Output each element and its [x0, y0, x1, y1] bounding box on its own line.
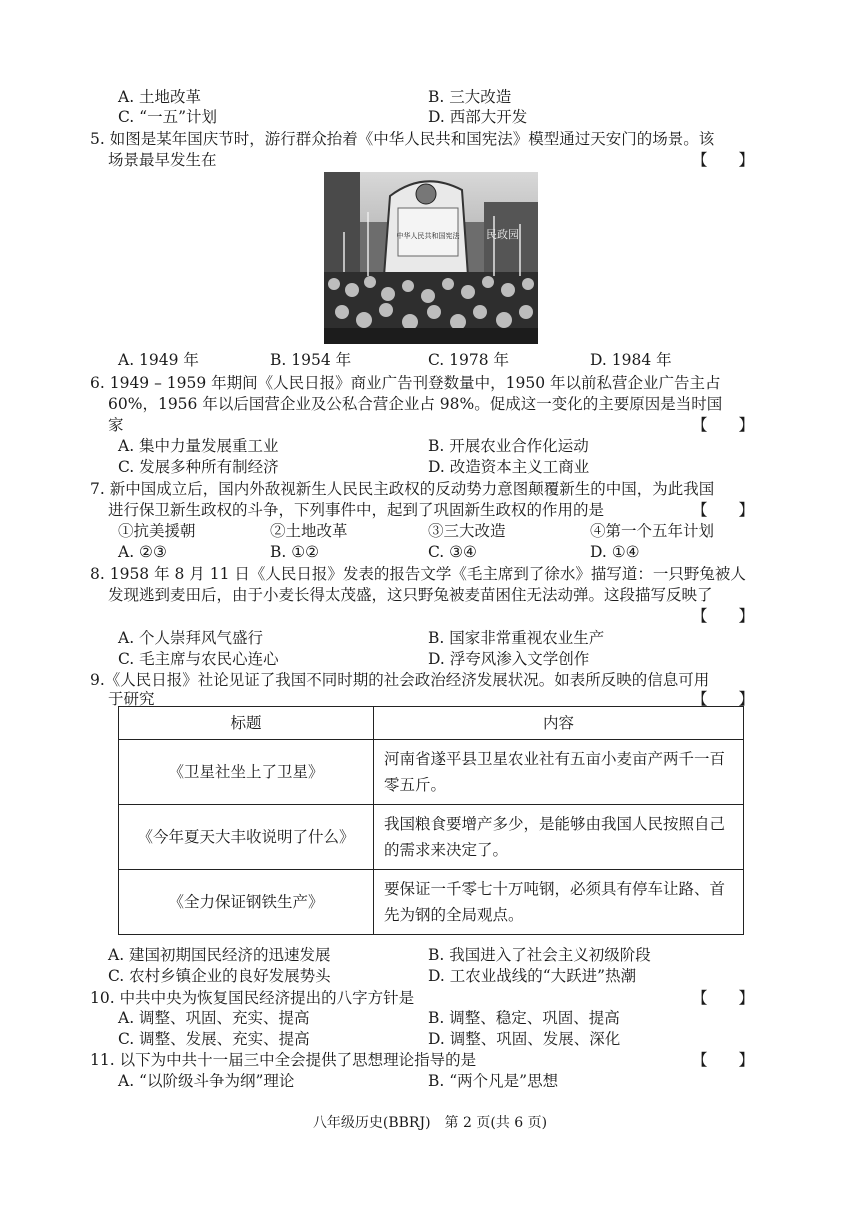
q4-option-c: C. “一五”计划 [118, 108, 218, 126]
q9-table [118, 706, 744, 935]
q7-item-1: ①抗美援朝 [118, 522, 196, 540]
q7-answer-bracket[interactable]: 【 】 [691, 501, 754, 519]
q7-item-3: ③三大改造 [428, 522, 506, 540]
q5-stem-row [90, 149, 754, 171]
q9-row3-content: 要保证一千零七十万吨钢，必须具有停车让路、首先为钢的全局观点。 [374, 870, 744, 935]
q5-option-a: A. 1949 年 [118, 351, 199, 369]
q7-option-c: C. ③④ [428, 543, 477, 561]
q6-stem-line2: 60%，1956 年以后国营企业及公私合营企业占 98%。促成这一变化的主要原因是当时国 [108, 395, 723, 413]
q11-stem: 11. 以下为中共十一届三中全会提供了思想理论指导的是 [90, 1051, 477, 1069]
q10-option-c: C. 调整、发展、充实、提高 [118, 1030, 310, 1048]
q11-answer-bracket[interactable]: 【 】 [691, 1051, 754, 1069]
q8-option-b: B. 国家非常重视农业生产 [428, 629, 605, 647]
q8-option-c: C. 毛主席与农民心连心 [118, 650, 279, 668]
q7-stem-line2: 进行保卫新生政权的斗争，下列事件中，起到了巩固新生政权的作用的是 [108, 501, 605, 519]
q7-item-4: ④第一个五年计划 [590, 522, 715, 540]
q9-option-c: C. 农村乡镇企业的良好发展势头 [108, 967, 331, 985]
q8-bracket-row [90, 605, 754, 627]
q11-option-a: A. “以阶级斗争为纲”理论 [118, 1072, 295, 1090]
q8-option-d: D. 浮夸风渗入文学创作 [428, 650, 590, 668]
q8-option-a: A. 个人崇拜风气盛行 [118, 629, 264, 647]
q6-option-b: B. 开展农业合作化运动 [428, 437, 589, 455]
q9-row3-title: 《全力保证钢铁生产》 [119, 870, 374, 935]
q7-item-2: ②土地改革 [270, 522, 348, 540]
q4-option-b: B. 三大改造 [428, 88, 512, 106]
q10-option-a: A. 调整、巩固、充实、提高 [118, 1009, 310, 1027]
q9-row2-title: 《今年夏天大丰收说明了什么》 [119, 805, 374, 870]
q7-stem-line1: 7. 新中国成立后，国内外敌视新生人民民主政权的反动势力意图颠覆新生的中国，为此我国 [90, 480, 715, 498]
q5-option-d: D. 1984 年 [590, 351, 672, 369]
q8-stem-line1: 8. 1958 年 8 月 11 日《人民日报》发表的报告文学《毛主席到了徐水》描写道：一只野兔被人 [90, 565, 746, 583]
q8-stem-line2: 发现逃到麦田后，由于小麦长得太茂盛，这只野兔被麦苗困住无法动弹。这段描写反映了 [108, 586, 713, 604]
q11-option-b: B. “两个凡是”思想 [428, 1072, 559, 1090]
q8-answer-bracket[interactable]: 【 】 [691, 607, 754, 625]
q6-option-c: C. 发展多种所有制经济 [118, 458, 279, 476]
q6-answer-bracket[interactable]: 【 】 [691, 416, 754, 434]
q6-stem-row [90, 414, 754, 436]
q10-stem: 10. 中共中央为恢复国民经济提出的八字方针是 [90, 989, 415, 1007]
constitution-parade-photo [324, 172, 538, 344]
q9-option-b: B. 我国进入了社会主义初级阶段 [428, 946, 651, 964]
q7-option-a: A. ②③ [118, 543, 167, 561]
q5-stem-line1: 5. 如图是某年国庆节时，游行群众抬着《中华人民共和国宪法》模型通过天安门的场景。该 [90, 130, 715, 148]
q4-option-d: D. 西部大开发 [428, 108, 528, 126]
q11-stem-row [90, 1049, 754, 1071]
table-row [119, 740, 744, 805]
q9-option-d: D. 工农业战线的“大跃进”热潮 [428, 967, 637, 985]
q10-option-b: B. 调整、稳定、巩固、提高 [428, 1009, 620, 1027]
q9-answer-bracket[interactable]: 【 】 [691, 690, 754, 708]
q9-table-header-row [119, 707, 744, 740]
q7-option-b: B. ①② [270, 543, 320, 561]
q6-stem-line1: 6. 1949 – 1959 年期间《人民日报》商业广告刊登数量中，1950 年以前私营企业广告主占 [90, 374, 721, 392]
q10-answer-bracket[interactable]: 【 】 [691, 989, 754, 1007]
q4-option-a: A. 土地改革 [118, 88, 202, 106]
q9-row1-content: 河南省遂平县卫星农业社有五亩小麦亩产两千一百零五斤。 [374, 740, 744, 805]
table-row [119, 870, 744, 935]
photo-caption-text: 中华人民共和国宪法 [396, 232, 460, 240]
q9-stem-line2: 于研究 [108, 690, 155, 708]
page-footer: 八年级历史(BBRJ) 第 2 页(共 6 页) [312, 1115, 548, 1131]
q6-option-a: A. 集中力量发展重工业 [118, 437, 279, 455]
q5-option-c: C. 1978 年 [428, 351, 510, 369]
q9-row1-title: 《卫星社坐上了卫星》 [119, 740, 374, 805]
q9-header-content: 内容 [374, 707, 744, 740]
q9-row2-content: 我国粮食要增产多少，是能够由我国人民按照自己的需求来决定了。 [374, 805, 744, 870]
q9-stem-line1: 9.《人民日报》社论见证了我国不同时期的社会政治经济发展状况。如表所反映的信息可用 [90, 671, 710, 689]
svg-text:民政园: 民政园 [486, 228, 519, 241]
q5-option-b: B. 1954 年 [270, 351, 352, 369]
q6-option-d: D. 改造资本主义工商业 [428, 458, 590, 476]
q5-answer-bracket[interactable]: 【 】 [691, 151, 754, 169]
q9-option-a: A. 建国初期国民经济的迅速发展 [108, 946, 331, 964]
q7-stem-row [90, 499, 754, 521]
q7-option-d: D. ①④ [590, 543, 640, 561]
q10-option-d: D. 调整、巩固、发展、深化 [428, 1030, 621, 1048]
q6-stem-line3: 家 [108, 416, 124, 434]
q9-header-title: 标题 [119, 707, 374, 740]
table-row [119, 805, 744, 870]
q5-stem-line2: 场景最早发生在 [108, 151, 217, 169]
q10-stem-row [90, 987, 754, 1009]
